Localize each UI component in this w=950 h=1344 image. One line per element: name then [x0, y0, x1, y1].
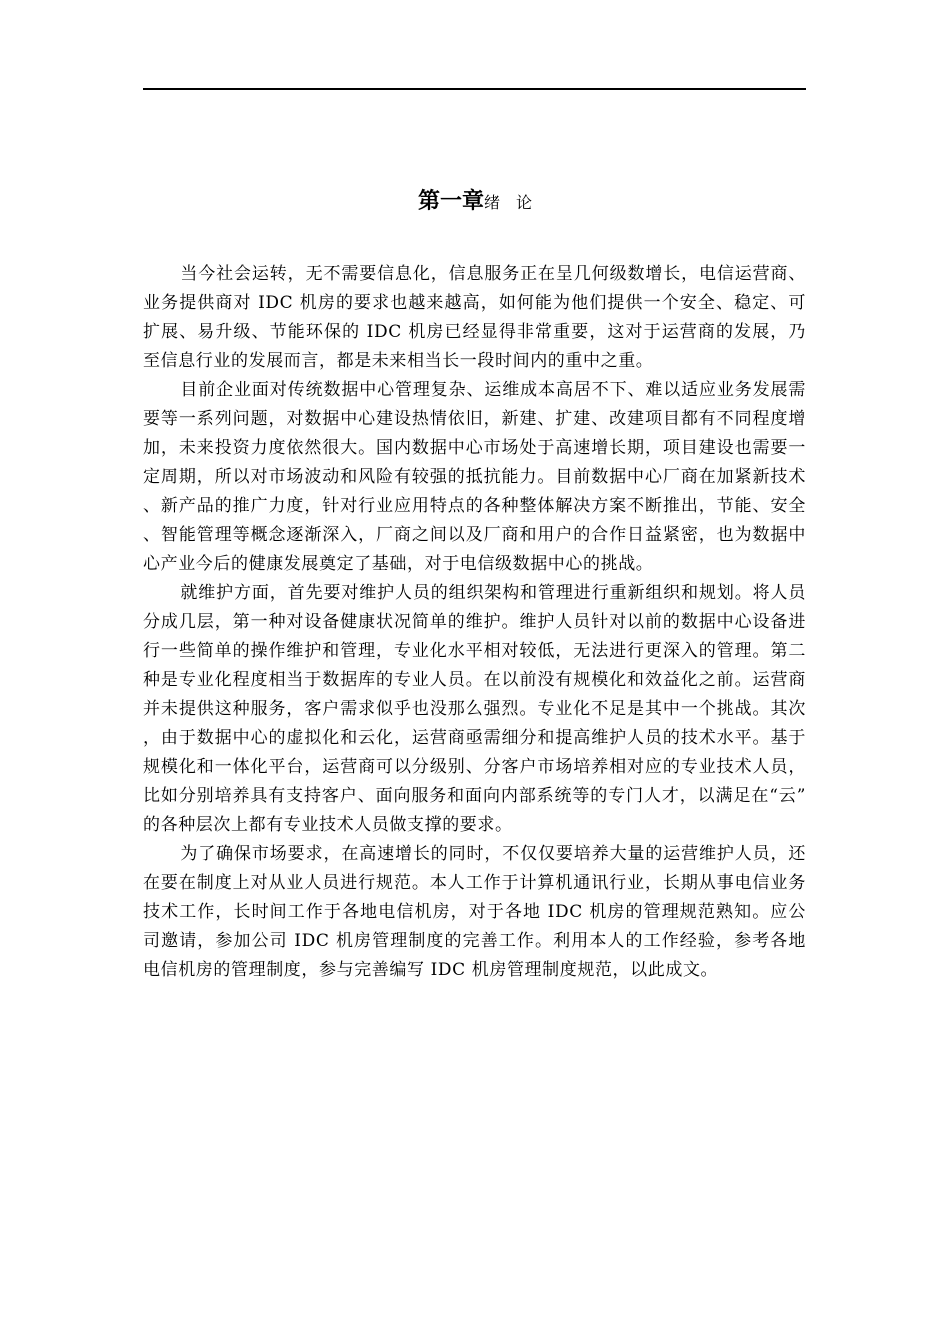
paragraph: 就维护方面，首先要对维护人员的组织架构和管理进行重新组织和规划。将人员分成几层，第一种对设备健康状况简单的维护。维护人员针对以前的数据中心设备进行一些简单的操作维护和管理，专业化水平相对较低，无法进行更深入的管理。第二种是专业化程度相当于数据库的专业人员。在以前没有规模化和效益化之前。运营商并未提供这种服务，客户需求似乎也没那么强烈。专业化不足是其中一个挑战。其次，由于数据中心的虚拟化和云化，运营商亟需细分和提高维护人员的技术水平。基于规模化和一体化平台，运营商可以分级别、分客户市场培养相对应的专业技术人员，比如分别培养具有支持客户、面向服务和面向内部系统等的专门人才，以满足在“云”的各种层次上都有专业技术人员做支撑的要求。	[143, 583, 806, 835]
header-rule	[143, 88, 806, 90]
paragraph: 目前企业面对传统数据中心管理复杂、运维成本高居不下、难以适应业务发展需要等一系列问题，对数据中心建设热情依旧，新建、扩建、改建项目都有不同程度增加，未来投资力度依然很大。国内数据中心市场处于高速增长期，项目建设也需要一定周期，所以对市场波动和风险有较强的抵抗能力。目前数据中心厂商在加紧新技术、新产品的推广力度，针对行业应用特点的各种整体解决方案不断推出，节能、安全、智能管理等概念逐渐深入，厂商之间以及厂商和用户的合作日益紧密，也为数据中心产业今后的健康发展奠定了基础，对于电信级数据中心的挑战。	[143, 380, 806, 574]
paragraph: 为了确保市场要求，在高速增长的同时，不仅仅要培养大量的运营维护人员，还在要在制度上对从业人员进行规范。本人工作于计算机通讯行业，长期从事电信业务技术工作，长时间工作于各地电信机房，对于各地 IDC 机房的管理规范熟知。应公司邀请，参加公司 IDC 机房管理制度的完善工作。利用本人的工作经验，参考各地电信机房的管理制度，参与完善编写 IDC 机房管理制度规范，以此成文。	[143, 844, 806, 980]
chapter-name: 绪 论	[484, 193, 533, 212]
paragraph: 当今社会运转，无不需要信息化，信息服务正在呈几何级数增长，电信运营商、业务提供商对 IDC 机房的要求也越来越高，如何能为他们提供一个安全、稳定、可扩展、易升级、节能环保的 IDC 机房已经显得非常重要，这对于运营商的发展，乃至信息行业的发展而言，都是未来相当长一段时间内的重中之重。	[143, 264, 806, 371]
chapter-number: 第一章	[417, 189, 484, 214]
body-text	[143, 260, 806, 985]
chapter-title	[0, 184, 950, 221]
